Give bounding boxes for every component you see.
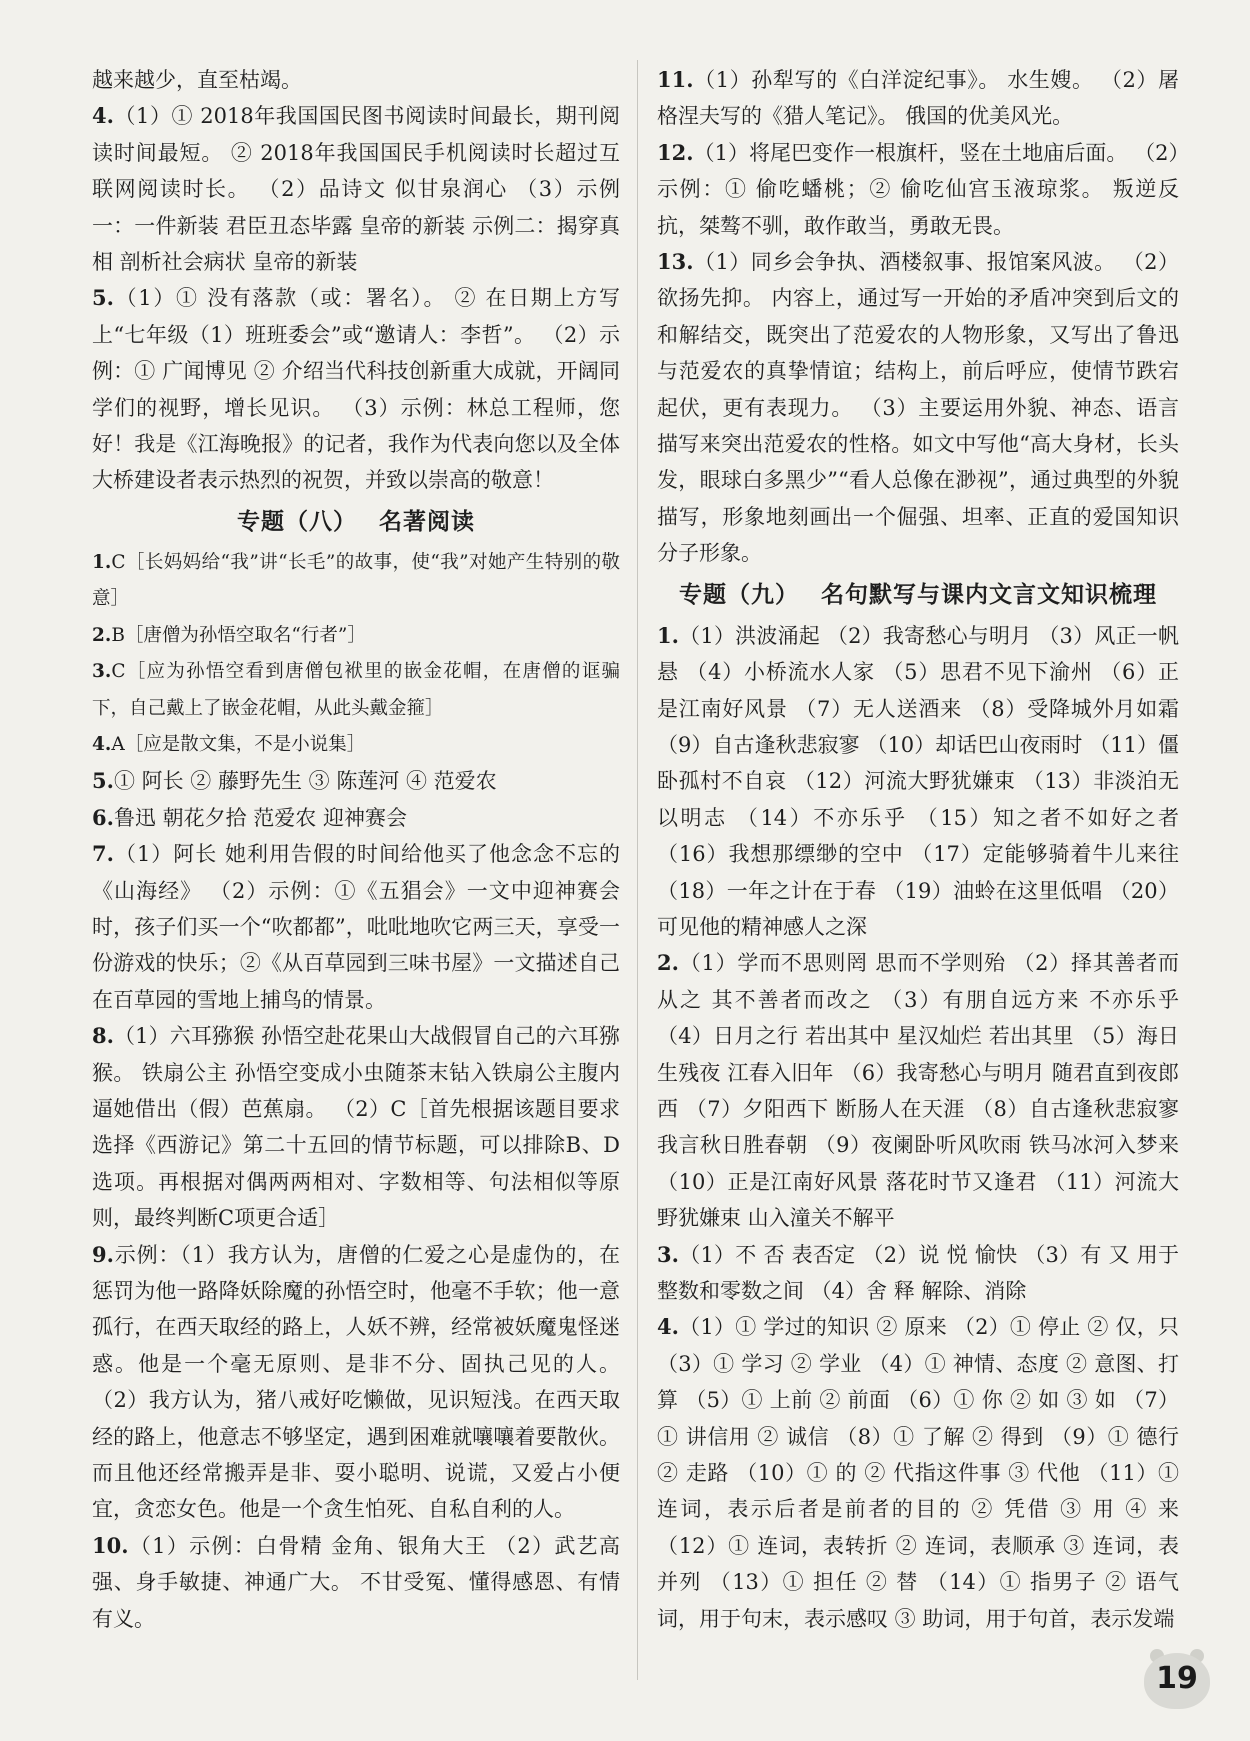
item-number: 2. — [657, 950, 679, 976]
answer-item — [92, 280, 620, 498]
answer-item — [657, 244, 1179, 572]
section-name: 名句默写与课内文言文知识梳理 — [821, 581, 1157, 608]
item-text: （1）学而不思则罔 思而不学则殆 （2）择其善者而从之 其不善者而改之 （3）有朋自远方来 不亦乐乎 （4）日月之行 若出其中 星汉灿烂 若出其里 （5）海日生残夜 江春入旧年 （6）我寄愁心与明月 随君直到夜郎西 （7）夕阳西下 断肠人在天涯 （8）自古逢秋悲寂寥 我言秋日胜春朝 （9）夜阑卧听风吹雨 铁马冰河入梦来 （10）正是江南好风景 落花时节又逢君 （11）河流大野犹嫌束 山入潼关不解平 — [657, 951, 1179, 1231]
item-number: 6. — [92, 804, 114, 830]
item-text: ① 阿长 ② 藤野先生 ③ 陈莲河 ④ 范爱农 — [113, 769, 497, 794]
answer-item — [92, 98, 620, 280]
answer-item — [92, 618, 620, 654]
item-number: 4. — [92, 103, 114, 129]
answer-item — [92, 654, 620, 727]
answer-item — [657, 618, 1179, 946]
answer-item — [657, 1309, 1179, 1637]
answer-item — [92, 1237, 620, 1528]
item-text: （1）六耳猕猴 孙悟空赴花果山大战假冒自己的六耳猕猴。 铁扇公主 孙悟空变成小虫随茶末钻入铁扇公主腹内逼她借出（假）芭蕉扇。 （2）C［首先根据该题目要求选择《西游记》第二十五回的情节标题，可以排除B、D选项。再根据对偶两两相对、字数相等、句法相似等原则，最终判断C项更合适］ — [92, 1024, 620, 1231]
item-text: （1）洪波涌起 （2）我寄愁心与明月 （3）风正一帆悬 （4）小桥流水人家 （5）思君不见下渝州 （6）正是江南好风景 （7）无人送酒来 （8）受降城外月如霜 （9）自古逢秋悲寂寥 （10）却话巴山夜雨时 （11）僵卧孤村不自哀 （12）河流大野犹嫌束 （13）非淡泊无以明志 （14）不亦乐乎 （15）知之者不如好之者 （16）我想那缥缈的空中 （17）定能够骑着牛儿来往 （18）一年之计在于春 （19）油蛉在这里低唱 （20）可见他的精神感人之深 — [657, 623, 1179, 939]
item-number: 1. — [92, 551, 112, 573]
answer-item — [657, 945, 1179, 1236]
item-number: 4. — [92, 733, 112, 755]
item-number: 2. — [92, 624, 112, 646]
item-text: （1）① 学过的知识 ② 原来 （2）① 停止 ② 仅，只 （3）① 学习 ② 学业 （4）① 神情、态度 ② 意图、打算 （5）① 上前 ② 前面 （6）① 你 ② 如 ③ 如 （7）① 讲信用 ② 诚信 （8）① 了解 ② 得到 （9）① 德行 ② 走路 （10）① 的 ② 代指这件事 ③ 代他 （11）① 连词，表示后者是前者的目的 ② 凭借 ③ 用 ④ 来 （12）① 连词，表转折 ② 连词，表顺承 ③ 连词，表并列 （13）① 担任 ② 替 （14）① 指男子 ② 语气词，用于句末，表示感叹 ③ 助词，用于句首，表示发端 — [657, 1315, 1179, 1631]
answer-item — [92, 836, 620, 1018]
item-number: 5. — [92, 285, 114, 311]
item-text: （1）阿长 她利用告假的时间给他买了他念念不忘的《山海经》 （2）示例：①《五猖会》一文中迎神赛会时，孩子们买一个“吹都都”，吡吡地吹它两三天，享受一份游戏的快乐；②《从百草园到三味书屋》一文描述自己在百草园的雪地上捕鸟的情景。 — [92, 842, 620, 1012]
answer-item — [92, 763, 620, 799]
item-text: （1）① 2018年我国国民图书阅读时间最长，期刊阅读时间最短。 ② 2018年我国国民手机阅读时长超过互联网阅读时长。 （2）品诗文 似甘泉润心 （3）示例一：一件新装 君臣丑态毕露 皇帝的新装 示例二：揭穿真相 剖析社会病状 皇帝的新装 — [92, 104, 620, 275]
section-code: 专题（九） — [679, 581, 799, 608]
answer-item — [657, 1237, 1179, 1310]
item-text: （1）不 否 表否定 （2）说 悦 愉快 （3）有 又 用于整数和零数之间 （4）舍 释 解除、消除 — [657, 1242, 1179, 1303]
item-number: 8. — [92, 1023, 114, 1049]
section-heading-9 — [657, 576, 1179, 614]
paragraph-text: 越来越少，直至枯竭。 — [92, 68, 302, 92]
left-column — [92, 62, 620, 1637]
page-number: 19 — [1156, 1661, 1198, 1696]
item-text: （1）同乡会争执、酒楼叙事、报馆案风波。 （2）欲扬先抑。 内容上，通过写一开始的矛盾冲突到后文的和解结交，既突出了范爱农的人物形象，又写出了鲁迅与范爱农的真挚情谊；结构上，前后呼应，使情节跌宕起伏，更有表现力。 （3）主要运用外貌、神态、语言描写来突出范爱农的性格。如文中写他“高大身材，长头发，眼球白多黑少”“看人总像在渺视”，通过典型的外貌描写，形象地刻画出一个倔强、坦率、正直的爱国知识分子形象。 — [657, 250, 1179, 566]
answer-item — [657, 135, 1179, 244]
answer-item — [92, 1018, 620, 1236]
item-text: （1）将尾巴变作一根旗杆，竖在土地庙后面。 （2）示例：① 偷吃蟠桃；② 偷吃仙宫玉液琼浆。 叛逆反抗，桀骜不驯，敢作敢当，勇敢无畏。 — [657, 140, 1179, 238]
item-text: A［应是散文集，不是小说集］ — [111, 733, 366, 755]
item-text: （1）孙犁写的《白洋淀纪事》。 水生嫂。 （2）屠格涅夫写的《猎人笔记》。 俄国的优美风光。 — [657, 68, 1179, 129]
item-number: 4. — [657, 1314, 679, 1340]
item-text: B［唐僧为孙悟空取名“行者”］ — [111, 624, 366, 646]
item-number: 7. — [92, 841, 114, 867]
answer-item — [92, 1528, 620, 1637]
continuation-text — [92, 62, 620, 98]
answer-item — [92, 545, 620, 618]
item-number: 3. — [92, 661, 112, 683]
answer-item — [92, 800, 620, 836]
item-number: 1. — [657, 622, 679, 648]
item-number: 11. — [657, 67, 694, 92]
right-column — [657, 62, 1179, 1637]
item-number: 9. — [92, 1241, 114, 1267]
item-number: 10. — [92, 1532, 129, 1558]
section-heading-8 — [92, 503, 620, 541]
item-text: （1）① 没有落款（或：署名）。 ② 在日期上方写上“七年级（1）班班委会”或“邀请人：李哲”。 （2）示例：① 广闻博见 ② 介绍当代科技创新重大成就，开阔同学们的视野，增长见识。 （3）示例：林总工程师，您好！我是《江海晚报》的记者，我作为代表向您以及全体大桥建设者表示热烈的祝贺，并致以崇高的敬意！ — [92, 286, 620, 493]
item-text: C［长妈妈给“我”讲“长毛”的故事，使“我”对她产生特别的敬意］ — [92, 551, 620, 610]
item-number: 13. — [657, 249, 694, 275]
item-text: 鲁迅 朝花夕拾 范爱农 迎神赛会 — [113, 805, 407, 830]
answer-item — [657, 62, 1179, 135]
item-number: 3. — [657, 1241, 679, 1267]
section-name: 名著阅读 — [379, 508, 475, 535]
page-number-badge — [1144, 1649, 1210, 1709]
item-text: C［应为孙悟空看到唐僧包袱里的嵌金花帽，在唐僧的诓骗下，自己戴上了嵌金花帽，从此头戴金箍］ — [92, 661, 620, 719]
column-divider — [637, 60, 638, 1680]
item-text: 示例：（1）我方认为，唐僧的仁爱之心是虚伪的，在惩罚为他一路降妖除魔的孙悟空时，他毫不手软；他一意孤行，在西天取经的路上，人妖不辨，经常被妖魔鬼怪迷惑。他是一个毫无原则、是非不分、固执己见的人。 （2）我方认为，猪八戒好吃懒做，见识短浅。在西天取经的路上，他意志不够坚定，遇到困难就嚷嚷着要散伙。而且他还经常搬弄是非、耍小聪明、说谎，又爱占小便宜，贪恋女色。他是一个贪生怕死、自私自利的人。 — [92, 1242, 620, 1522]
item-number: 12. — [657, 139, 694, 165]
item-text: （1）示例：白骨精 金角、银角大王 （2）武艺高强、身手敏捷、神通广大。 不甘受冤、懂得感恩、有情有义。 — [92, 1533, 620, 1631]
answer-item — [92, 727, 620, 763]
section-code: 专题（八） — [237, 508, 357, 535]
item-number: 5. — [92, 768, 114, 794]
